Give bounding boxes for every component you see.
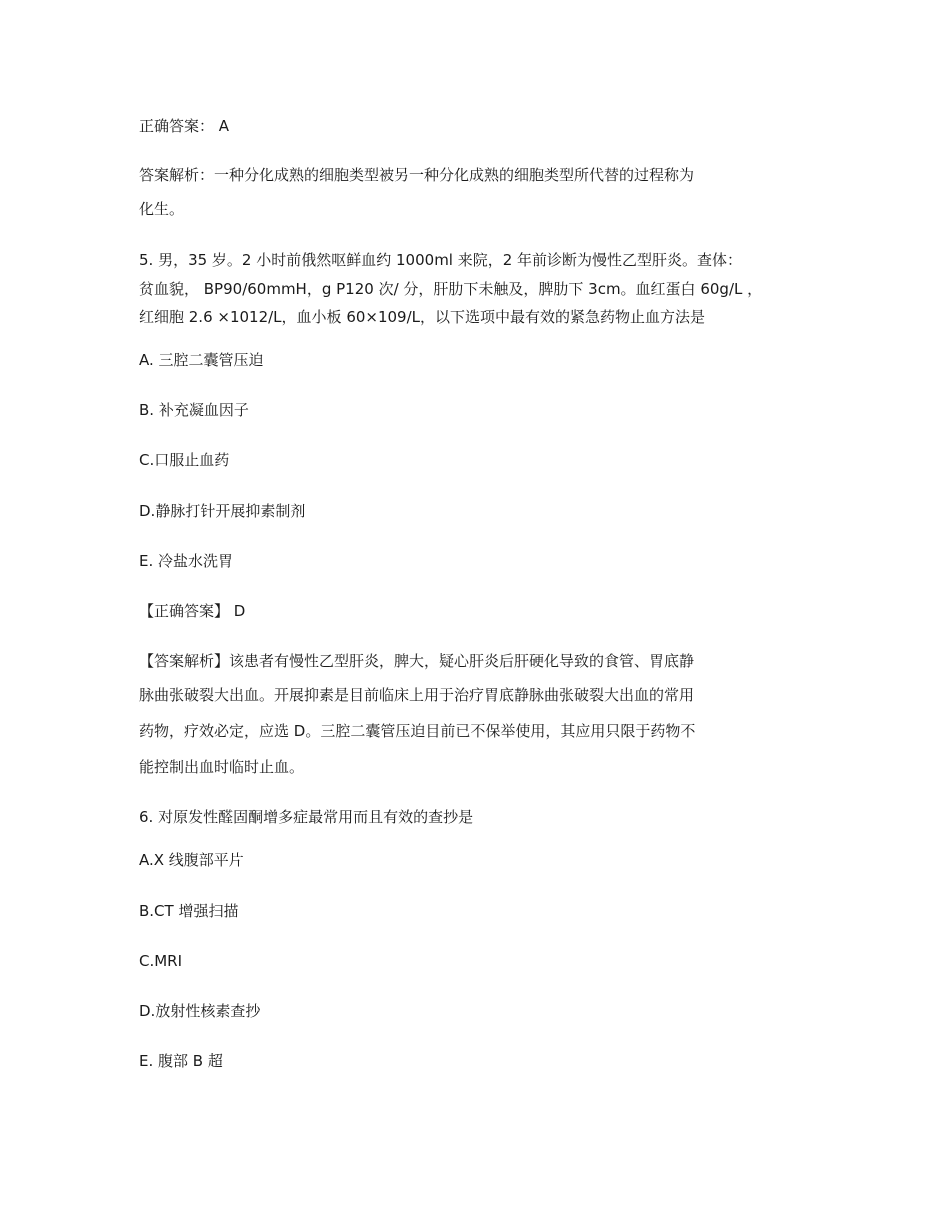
q5-analysis-line: 脉曲张破裂大出血。开展抑素是目前临床上用于治疗胃底静脉曲张破裂大出血的常用 xyxy=(139,686,695,704)
q5-option-a: A. 三腔二囊管压迫 xyxy=(139,351,264,369)
q5-analysis-line: 【答案解析】该患者有慢性乙型肝炎，脾大，疑心肝炎后肝硬化导致的食管、胃底静 xyxy=(139,652,695,670)
q6-option-d: D.放射性核素查抄 xyxy=(139,1002,261,1020)
q5-stem-line: 贫血貌， BP90/60mmH，g P120 次/ 分，肝肋下未触及，脾肋下 3cm。血红蛋白 60g/L ， xyxy=(139,280,763,298)
q5-option-c: C.口服止血药 xyxy=(139,451,230,469)
q5-stem-line: 5. 男，35 岁。2 小时前俄然呕鲜血约 1000ml 来院，2 年前诊断为慢性乙型肝炎。查体： xyxy=(139,251,743,269)
q5-option-e: E. 冷盐水洗胃 xyxy=(139,552,234,570)
q4-analysis-line: 化生。 xyxy=(139,200,185,218)
q4-analysis-line: 答案解析：一种分化成熟的细胞类型被另一种分化成熟的细胞类型所代替的过程称为 xyxy=(139,166,695,184)
q5-analysis-line: 能控制出血时临时止血。 xyxy=(139,758,305,776)
q5-option-b: B. 补充凝血因子 xyxy=(139,401,249,419)
q6-option-b: B.CT 增强扫描 xyxy=(139,902,239,920)
q6-option-c: C.MRI xyxy=(139,952,183,970)
q6-option-e: E. 腹部 B 超 xyxy=(139,1052,223,1070)
q5-answer: 【正确答案】 D xyxy=(139,602,246,620)
q5-option-d: D.静脉打针开展抑素制剂 xyxy=(139,502,306,520)
q6-stem: 6. 对原发性醛固酮增多症最常用而且有效的查抄是 xyxy=(139,808,474,826)
q5-analysis-line: 药物，疗效必定，应选 D。三腔二囊管压迫目前已不保举使用，其应用只限于药物不 xyxy=(139,722,696,740)
q5-stem-line: 红细胞 2.6 ×1012/L，血小板 60×109/L，以下选项中最有效的紧急药物止血方法是 xyxy=(139,308,706,326)
q6-option-a: A.X 线腹部平片 xyxy=(139,851,244,869)
q4-answer: 正确答案： A xyxy=(139,117,230,135)
